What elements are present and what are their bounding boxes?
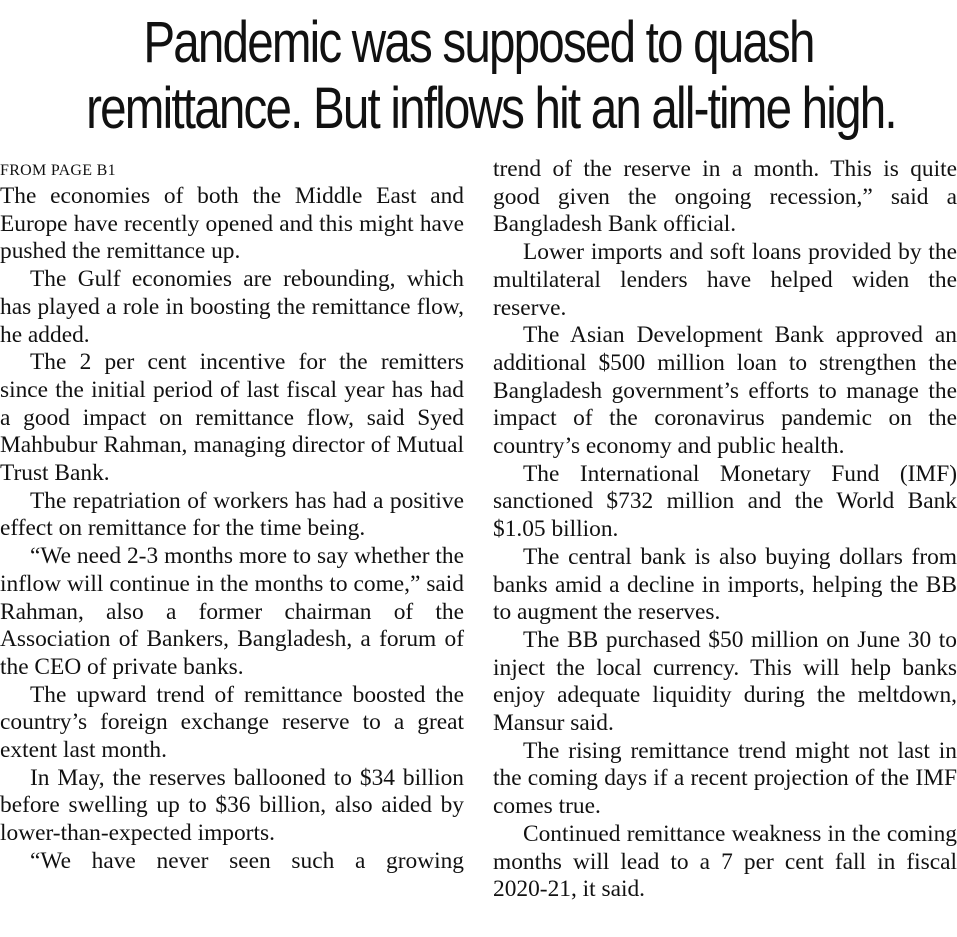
paragraph: The Asian Development Bank approved an additional $500 million loan to strengthen the Bangladesh government’s efforts to manage the impact of the coronavirus pandemic on the country’s economy and public health. bbox=[493, 322, 957, 460]
left-column bbox=[0, 158, 464, 876]
dateline: FROM PAGE B1 bbox=[0, 162, 116, 179]
paragraph: Lower imports and soft loans provided by the multilateral lenders have helped widen the reserve. bbox=[493, 239, 957, 321]
paragraph: The repatriation of workers has had a positive effect on remittance for the time being. bbox=[0, 487, 464, 542]
paragraph: The upward trend of remittance boosted the country’s foreign exchange reserve to a great extent last month. bbox=[0, 681, 464, 764]
article-headline bbox=[86, 10, 896, 142]
paragraph-continuation: trend of the reserve in a month. This is quite good given the ongoing recession,” said a Bangladesh Bank official. bbox=[493, 156, 957, 238]
paragraph: The central bank is also buying dollars from banks amid a decline in imports, helping the BB to augment the reserves. bbox=[493, 543, 957, 626]
right-column bbox=[493, 156, 957, 904]
headline-line-2: remittance. But inflows hit an all-time high. bbox=[86, 76, 896, 141]
paragraph: The Gulf economies are rebounding, which has played a role in boosting the remittance flow, he added. bbox=[0, 266, 464, 348]
paragraph: The economies of both the Middle East and Europe have recently opened and this might have pushed the remittance up. bbox=[0, 183, 464, 265]
paragraph: Continued remittance weakness in the coming months will lead to a 7 per cent fall in fiscal 2020-21, it said. bbox=[493, 820, 957, 903]
paragraph-continued: “We have never seen such a growing bbox=[30, 847, 464, 874]
paragraph: The BB purchased $50 million on June 30 to inject the local currency. This will help banks enjoy adequate liquidity during the meltdown, Mansur said. bbox=[493, 626, 957, 737]
headline-line-1: Pandemic was supposed to quash bbox=[143, 10, 814, 75]
paragraph: The International Monetary Fund (IMF) sanctioned $732 million and the World Bank $1.05 billion. bbox=[493, 460, 957, 543]
paragraph: The rising remittance trend might not last in the coming days if a recent projection of the IMF comes true. bbox=[493, 737, 957, 820]
paragraph: “We need 2-3 months more to say whether the inflow will continue in the months to come,” said Rahman, also a former chairman of the Association of Bankers, Bangladesh, a forum of the CEO of private banks. bbox=[0, 543, 464, 680]
paragraph: The 2 per cent incentive for the remitters since the initial period of last fiscal year has had a good impact on remittance flow, said Syed Mahbubur Rahman, managing director of Mutual Trust Bank. bbox=[0, 349, 464, 487]
paragraph: In May, the reserves ballooned to $34 billion before swelling up to $36 billion, also aided by lower-than-expected imports. bbox=[0, 764, 464, 847]
